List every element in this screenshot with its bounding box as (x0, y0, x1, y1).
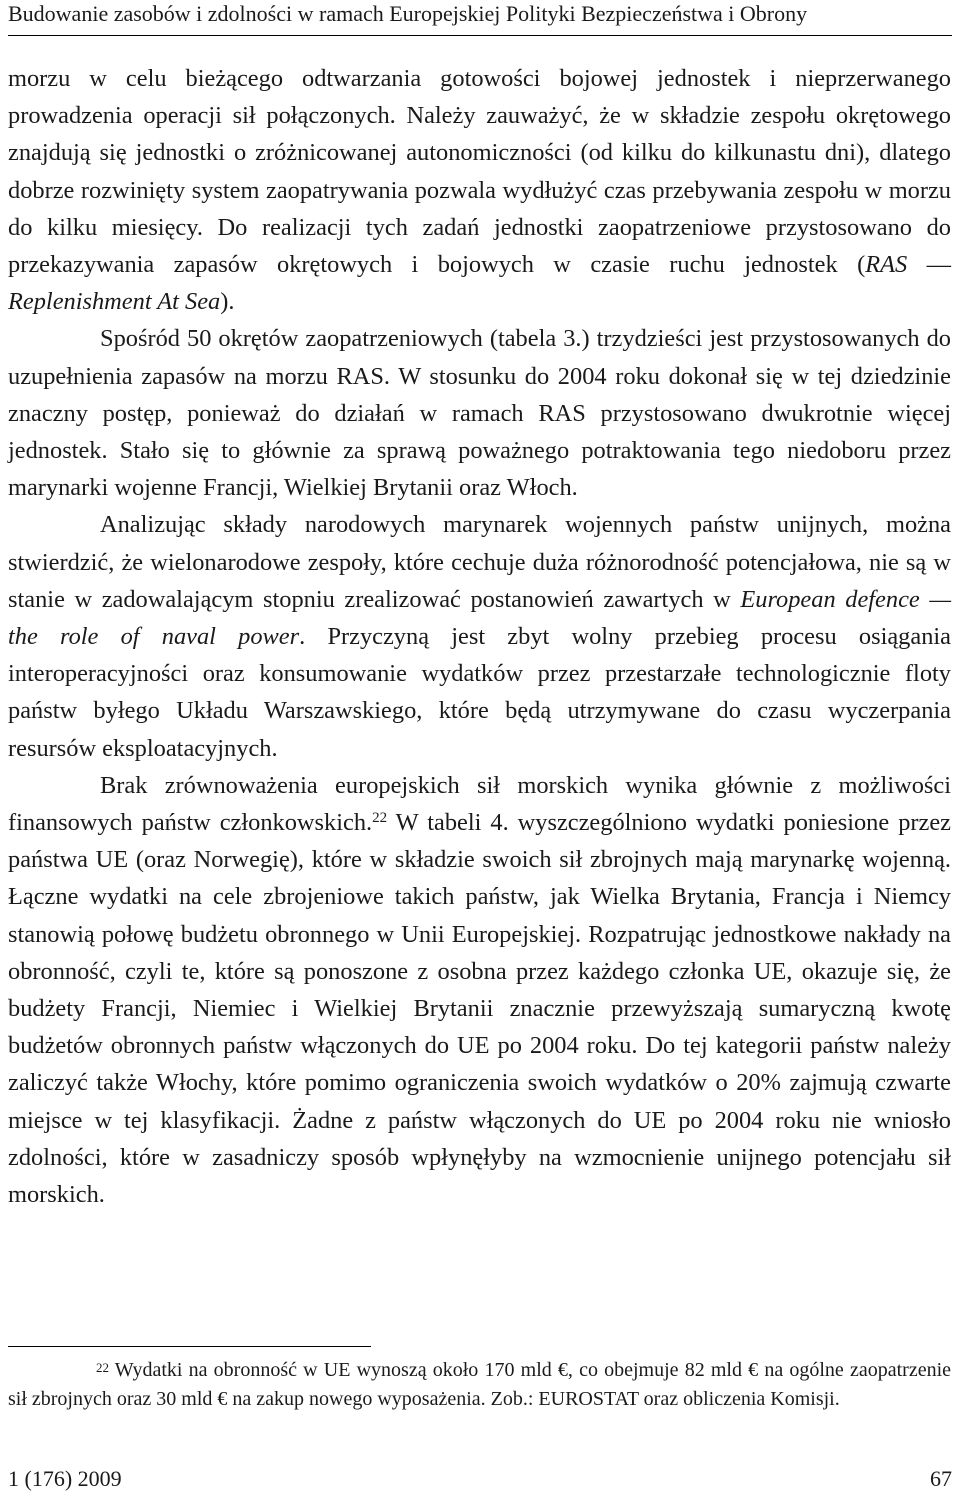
paragraph-3 (8, 506, 951, 766)
page-footer (8, 1466, 952, 1492)
running-header: Budowanie zasobów i zdolności w ramach Europejskiej Polityki Bezpieczeństwa i Obrony (8, 0, 952, 36)
footnote-number: 22 (96, 1360, 109, 1375)
footnote-body (8, 1356, 951, 1414)
paragraph-1-end: ). (220, 288, 235, 316)
paragraph-2: Spośród 50 okrętów zaopatrzeniowych (tabela 3.) trzydzieści jest przystosowanych do uzupełnienia zapasów na morzu RAS. W stosunku do 2004 roku dokonał się w tej dziedzinie znaczny postęp, ponieważ do działań w ramach RAS przystosowano dwukrotnie więcej jednostek. Stało się to głównie za sprawą poważnego potraktowania tego niedoboru przez marynarki wojenne Francji, Wielkiej Brytanii oraz Włoch. (8, 325, 951, 502)
paragraph-4-text-b: W tabeli 4. wyszczególniono wydatki poniesione przez państwa UE (oraz Norwegię), które w składzie swoich sił zbrojnych mają marynarkę wojenną. Łączne wydatki na cele zbrojeniowe takich państw, jak Wielka Brytania, Francja i Niemcy stanowią połowę budżetu obronnego w Unii Europejskiej. Rozpatrując jednostkowe nakłady na obronność, czyli te, które są ponoszone z osobna przez każdego członka UE, okazuje się, że budżety Francji, Niemiec i Wielkiej Brytanii znacznie przewyższają sumaryczną kwotę budżetów obronnych państw włączonych do UE po 2004 roku. Do tej kategorii państw należy zaliczyć także Włochy, które pomimo ograniczenia swoich wydatków o 20% zajmują czwarte miejsce w tej klasyfikacji. Żadne z państw włączonych do UE po 2004 roku nie wniosło zdolności, które w zasadniczy sposób wpłynęłyby na wzmocnienie unijnego potencjału sił morskich. (8, 809, 951, 1209)
main-text (8, 60, 951, 1213)
document-title: European defence — the role of naval power (8, 585, 952, 651)
paragraph-3-text-b: . Przyczyną jest zbyt wolny przebieg procesu osiągania interoperacyjności oraz konsumowanie wydatków przez przestarzałe technologicznie floty państw byłego Układu Warszawskiego, które będą utrzymywane do czasu wyczerpania resursów eksploatacyjnych. (8, 623, 951, 762)
footnote-text: Wydatki na obronność w UE wynoszą około 170 mld €, co obejmuje 82 mld € na ogólne zaopatrzenie sił zbrojnych oraz 30 mld € na zakup nowego wyposażenia. Zob.: EUROSTAT oraz obliczenia Komisji. (8, 1359, 951, 1410)
paragraph-4-text-a: Brak zrównoważenia europejskich sił morskich wynika głównie z możliwości finansowych państw członkowskich. (8, 771, 951, 837)
page-number: 67 (930, 1466, 952, 1491)
paragraph-4 (8, 767, 951, 1213)
footnote-reference[interactable]: 22 (372, 810, 388, 827)
ras-full-name: Replenishment At Sea (8, 288, 221, 316)
paragraph-3-text-a: Analizując składy narodowych marynarek wojennych państw unijnych, można stwierdzić, że wielonarodowe zespoły, które cechuje duża różnorodność potencjałowa, nie są w stanie w zadowalającym stopniu zrealizować postanowień zawartych w (8, 511, 951, 613)
footnote (8, 1356, 951, 1414)
paragraph-1 (8, 60, 951, 320)
paragraph-1-text: morzu w celu bieżącego odtwarzania gotowości bojowej jednostek i nieprzerwanego prowadzenia operacji sił połączonych. Należy zauważyć, że w składzie zespołu okrętowego znajdują się jednostki o zróżnicowanej autonomiczności (od kilku do kilkunastu dni), dlatego dobrze rozwinięty system zaopatrywania pozwala wydłużyć czas przebywania zespołu w morzu do kilku miesięcy. Do realizacji tych zadań jednostki zaopatrzeniowe przystosowano do przekazywania zapasów okrętowych i bojowych w czasie ruchu jednostek ( (8, 65, 951, 279)
footnote-separator (8, 1346, 371, 1347)
ras-abbrev: RAS (865, 251, 908, 279)
dash: — (907, 251, 951, 279)
issue-number: 1 (176) 2009 (8, 1466, 122, 1491)
